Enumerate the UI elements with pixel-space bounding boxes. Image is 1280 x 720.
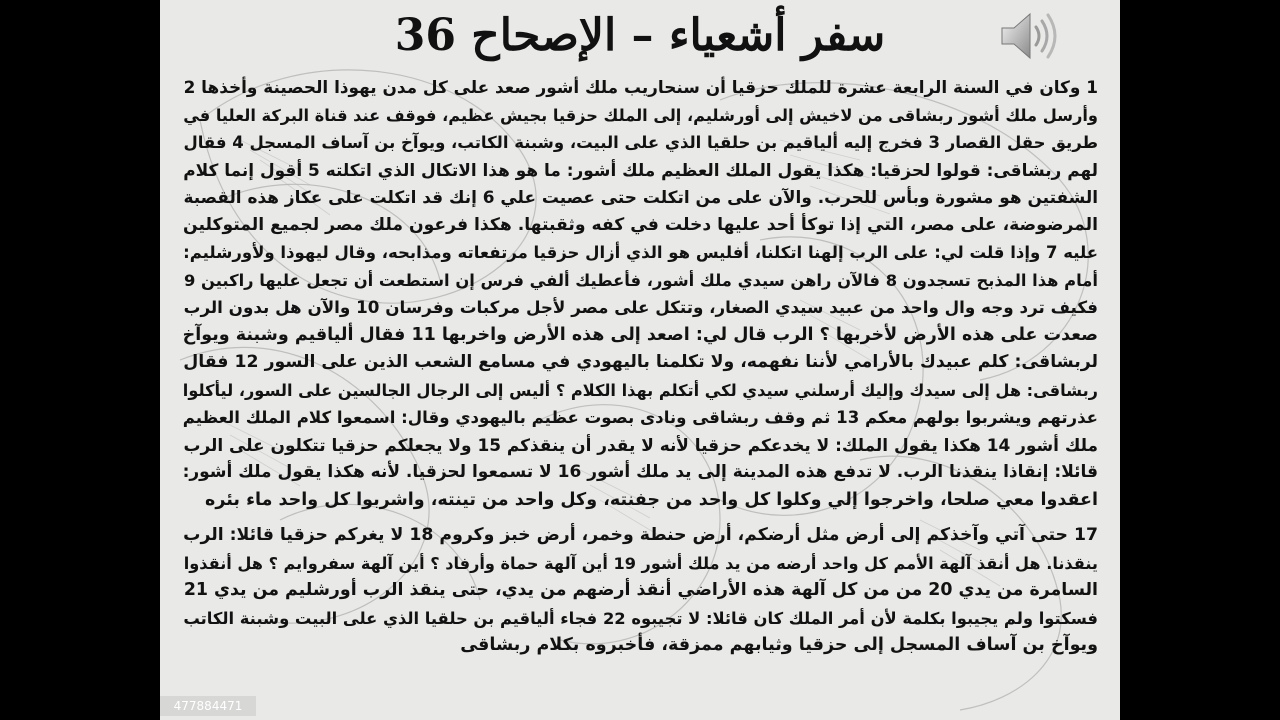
text-line: لربشاقى: كلم عبيدك بالأرامي لأننا نفهمه، ولا تكلمنا باليهودي في مسامع الشعب الذين على السور 12 فقال: [183, 352, 1098, 372]
text-line: اعقدوا معي صلحا، واخرجوا إلي وكلوا كل واحد من جفنته، وكل واحد من تينته، واشربوا كل واحد ماء بئره: [205, 489, 1098, 510]
text-line: عليه 7 وإذا قلت لي: على الرب إلهنا اتكلنا، أفليس هو الذي أزال حزقيا مرتفعاته ومذابحه، وقال ليهوذا ولأورشليم:: [183, 243, 1098, 262]
text-line: ملك أشور 14 هكذا يقول الملك: لا يخدعكم حزقيا لأنه لا يقدر أن ينقذكم 15 ولا يجعلكم حزقيا تتكلون على الرب: [183, 434, 1098, 455]
text-line: وأرسل ملك أشور ربشاقى من لاخيش إلى أورشليم، إلى الملك حزقيا بجيش عظيم، فوقف عند قناة البركة العليا في: [183, 105, 1098, 125]
text-line: 17 حتى آتي وآخذكم إلى أرض مثل أرضكم، أرض حنطة وخمر، أرض خبز وكروم 18 لا يغركم حزقيا قائلا: الرب: [183, 525, 1098, 545]
text-line: عذرتهم ويشربوا بولهم معكم 13 ثم وقف ربشاقى ونادى بصوت عظيم باليهودي وقال: اسمعوا كلام الملك العظيم: [182, 408, 1098, 427]
text-line: فسكتوا ولم يجيبوا بكلمة لأن أمر الملك كان قائلا: لا تجيبوه 22 فجاء ألياقيم بن حلقيا الذي على البيت وشبنة الكاتب: [183, 608, 1098, 628]
text-line: ويوآخ بن آساف المسجل إلى حزقيا وثيابهم ممزقة، فأخبروه بكلام ربشاقى: [460, 635, 1098, 655]
text-line: السامرة من يدي 20 من من كل آلهة هذه الأراضي أنقذ أرضهم من يدي، حتى ينقذ الرب أورشليم من يدي 21: [183, 580, 1098, 600]
text-line: المرضوضة، على مصر، التي إذا توكأ أحد عليها دخلت في كفه وثقبتها. هكذا فرعون ملك مصر لجميع المتوكلين: [183, 214, 1098, 235]
text-line: فكيف ترد وجه وال واحد من عبيد سيدي الصغار، وتتكل على مصر لأجل مركبات وفرسان 10 والآن هل بدون الرب: [183, 297, 1098, 317]
text-line: أمام هذا المذبح تسجدون 8 فالآن راهن سيدي ملك أشور، فأعطيك ألفي فرس إن استطعت أن تجعل عليها راكبين 9: [184, 270, 1098, 290]
text-line: ينقذنا. هل أنقذ آلهة الأمم كل واحد أرضه من يد ملك أشور 19 أين آلهة حماة وأرفاد ؟ أين آلهة سفروايم ؟ هل أنقذوا: [183, 553, 1098, 573]
text-line: لهم ربشاقى: قولوا لحزقيا: هكذا يقول الملك العظيم ملك أشور: ما هو هذا الاتكال الذي اتكلته 5 أقول إنما كلام: [183, 159, 1098, 180]
speaker-icon[interactable]: [1000, 10, 1060, 62]
page-title: سفر أشعياء – الإصحاح 36: [394, 10, 886, 61]
slide: [160, 0, 1120, 720]
text-line: الشفتين هو مشورة وبأس للحرب. والآن على من اتكلت حتى عصيت علي 6 إنك قد اتكلت على عكاز هذه القصبة: [183, 187, 1098, 207]
text-line: صعدت على هذه الأرض لأخربها ؟ الرب قال لي: اصعد إلى هذه الأرض واخربها 11 فقال ألياقيم وشبنة ويوآخ: [182, 324, 1098, 345]
watermark: 477884471: [160, 696, 256, 716]
text-line: ربشاقى: هل إلى سيدك وإليك أرسلني سيدي لكي أتكلم بهذا الكلام ؟ أليس إلى الرجال الجالسين على السور، ليأكلوا: [182, 380, 1098, 400]
text-line: طريق حقل القصار 3 فخرج إليه ألياقيم بن حلقيا الذي على البيت، وشبنة الكاتب، ويوآخ بن آساف المسجل 4 فقال: [183, 133, 1098, 152]
text-line: 1 وكان في السنة الرابعة عشرة للملك حزقيا أن سنحاريب ملك أشور صعد على كل مدن يهوذا الحصينة وأخذها 2: [183, 77, 1098, 97]
text-line: قائلا: إنقاذا ينقذنا الرب. لا تدفع هذه المدينة إلى يد ملك أشور 16 لا تسمعوا لحزقيا. لأنه هكذا يقول ملك أشور:: [182, 462, 1098, 482]
chapter-text: [178, 74, 1098, 660]
